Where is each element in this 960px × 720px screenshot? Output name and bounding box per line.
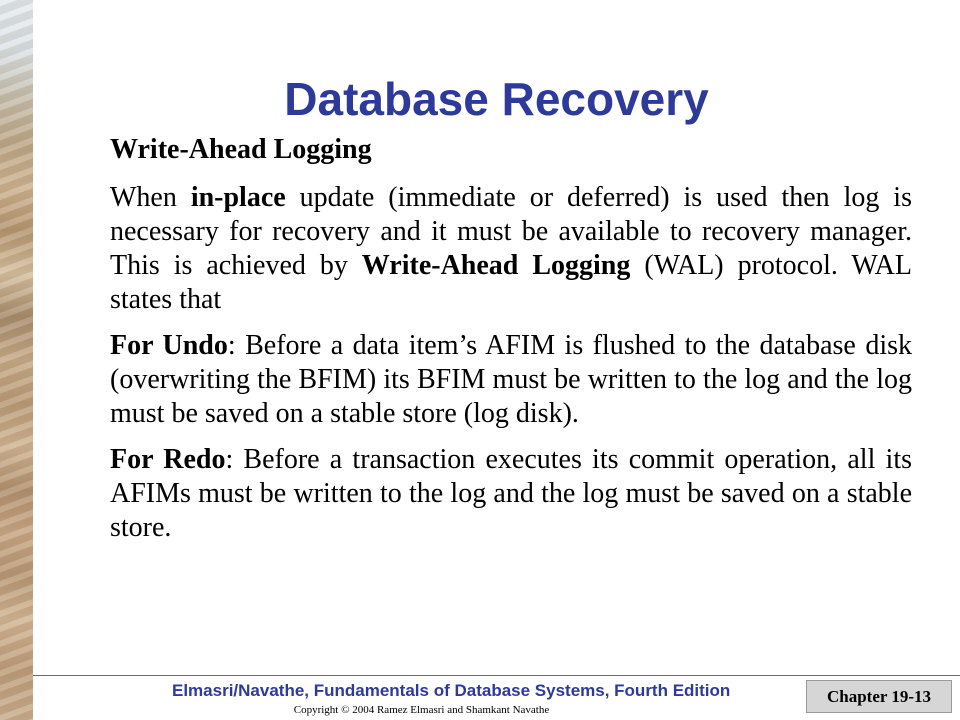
- paragraph-for-redo: [110, 443, 912, 545]
- section-heading: [110, 133, 912, 167]
- p2-text: : Before a data item’s AFIM is flushed to the database disk (overwriting the BFIM) its BFIM must be written to the log and the log must be saved on a stable store (log disk).: [110, 330, 912, 429]
- p1-text-2: update (immediate or deferred) is used then log is necessary for recovery and it must be available to recovery manager. This is achieved by: [110, 182, 912, 281]
- footer-book-title: Elmasri/Navathe, Fundamentals of Database Systems, Fourth Edition: [172, 681, 731, 700]
- p3-text: : Before a transaction executes its commit operation, all its AFIMs must be written to the log and the log must be saved on a stable store.: [110, 444, 913, 543]
- p3-bold-for-redo: For Redo: [110, 444, 226, 475]
- p1-bold-wal: Write-Ahead Logging: [361, 250, 631, 281]
- footer-divider: [33, 675, 960, 676]
- paragraph-wal-intro: [110, 181, 912, 317]
- p2-bold-for-undo: For Undo: [110, 330, 228, 361]
- p1-text-3: (WAL) protocol. WAL states that: [110, 250, 912, 315]
- paragraph-for-undo: [110, 329, 912, 431]
- footer-copyright: Copyright © 2004 Ramez Elmasri and Shamkant Navathe: [293, 704, 550, 716]
- slide-title: Database Recovery: [284, 73, 709, 125]
- p1-bold-in-place: in-place: [190, 182, 286, 213]
- slide-body: [110, 133, 912, 557]
- chapter-badge: Chapter 19-13: [806, 680, 952, 713]
- section-heading-text: Write-Ahead Logging: [110, 134, 372, 165]
- p1-text-1: When: [110, 182, 191, 213]
